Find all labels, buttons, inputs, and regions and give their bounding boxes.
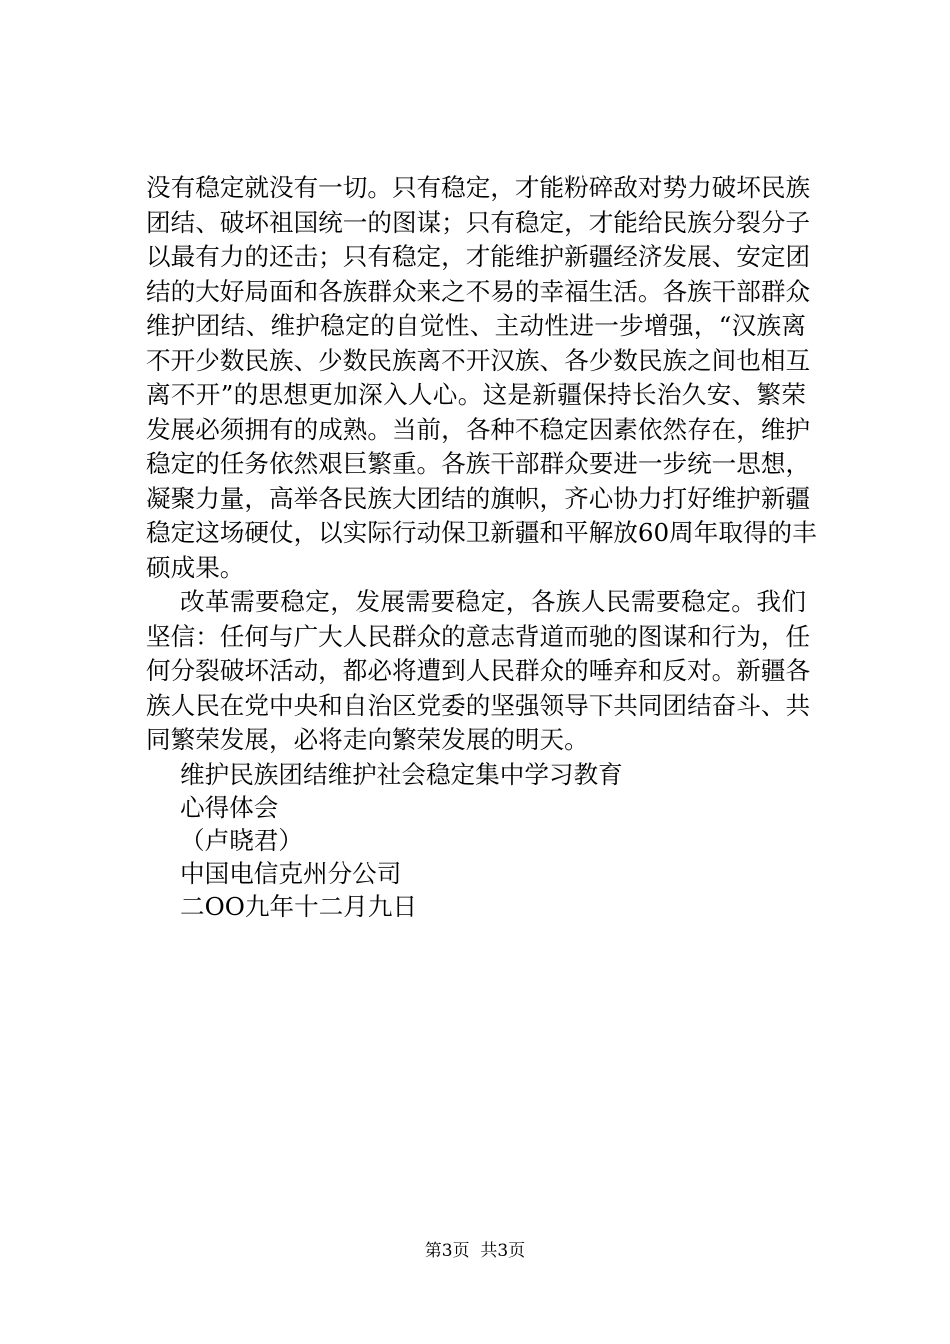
paragraph-line: 稳定这场硬仗，以实际行动保卫新疆和平解放60周年取得的丰 — [146, 518, 817, 547]
signature-block — [146, 758, 806, 923]
paragraph-line: 结的大好局面和各族群众来之不易的幸福生活。各族干部群众 — [146, 276, 811, 306]
document-date: 二OO九年十二月九日 — [180, 891, 418, 921]
paragraph-line: 改革需要稳定，发展需要稳定，各族人民需要稳定。我们 — [180, 587, 806, 616]
author-name: （卢晓君） — [180, 825, 303, 855]
page-footer — [0, 1240, 950, 1262]
paragraph-line: 维护团结、维护稳定的自觉性、主动性进一步增强，“汉族离 — [146, 311, 806, 340]
paragraph-line: 以最有力的还击；只有稳定，才能维护新疆经济发展、安定团 — [146, 242, 811, 271]
paragraph-line: 发展必须拥有的成熟。当前，各种不稳定因素依然存在，维护 — [146, 414, 811, 444]
paragraph-2 — [146, 585, 811, 758]
document-title-line-2: 心得体会 — [180, 792, 279, 822]
document-title-line-1: 维护民族团结维护社会稳定集中学习教育 — [180, 759, 623, 789]
paragraph-line: 族人民在党中央和自治区党委的坚强领导下共同团结奋斗、共 — [146, 690, 811, 720]
page-number: 第3页 共3页 — [424, 1241, 526, 1261]
paragraph-line: 没有稳定就没有一切。只有稳定，才能粉碎敌对势力破坏民族 — [146, 173, 811, 202]
paragraph-line: 离不开”的思想更加深入人心。这是新疆保持长治久安、繁荣 — [146, 380, 806, 409]
paragraph-1 — [146, 171, 817, 585]
paragraph-line: 何分裂破坏活动，都必将遭到人民群众的唾弃和反对。新疆各 — [146, 656, 811, 685]
paragraph-line: 不开少数民族、少数民族离不开汉族、各少数民族之间也相互 — [146, 345, 811, 375]
paragraph-line: 凝聚力量，高举各民族大团结的旗帜，齐心协力打好维护新疆 — [146, 483, 811, 513]
paragraph-line: 同繁荣发展，必将走向繁荣发展的明天。 — [146, 725, 589, 754]
organization-name: 中国电信克州分公司 — [180, 858, 402, 888]
document-body — [146, 171, 817, 923]
paragraph-line: 团结、破坏祖国统一的图谋；只有稳定，才能给民族分裂分子 — [146, 207, 811, 237]
paragraph-line: 坚信：任何与广大人民群众的意志背道而驰的图谋和行为，任 — [146, 621, 811, 651]
paragraph-line: 硕成果。 — [146, 552, 245, 582]
paragraph-line: 稳定的任务依然艰巨繁重。各族干部群众要进一步统一思想， — [146, 449, 811, 478]
